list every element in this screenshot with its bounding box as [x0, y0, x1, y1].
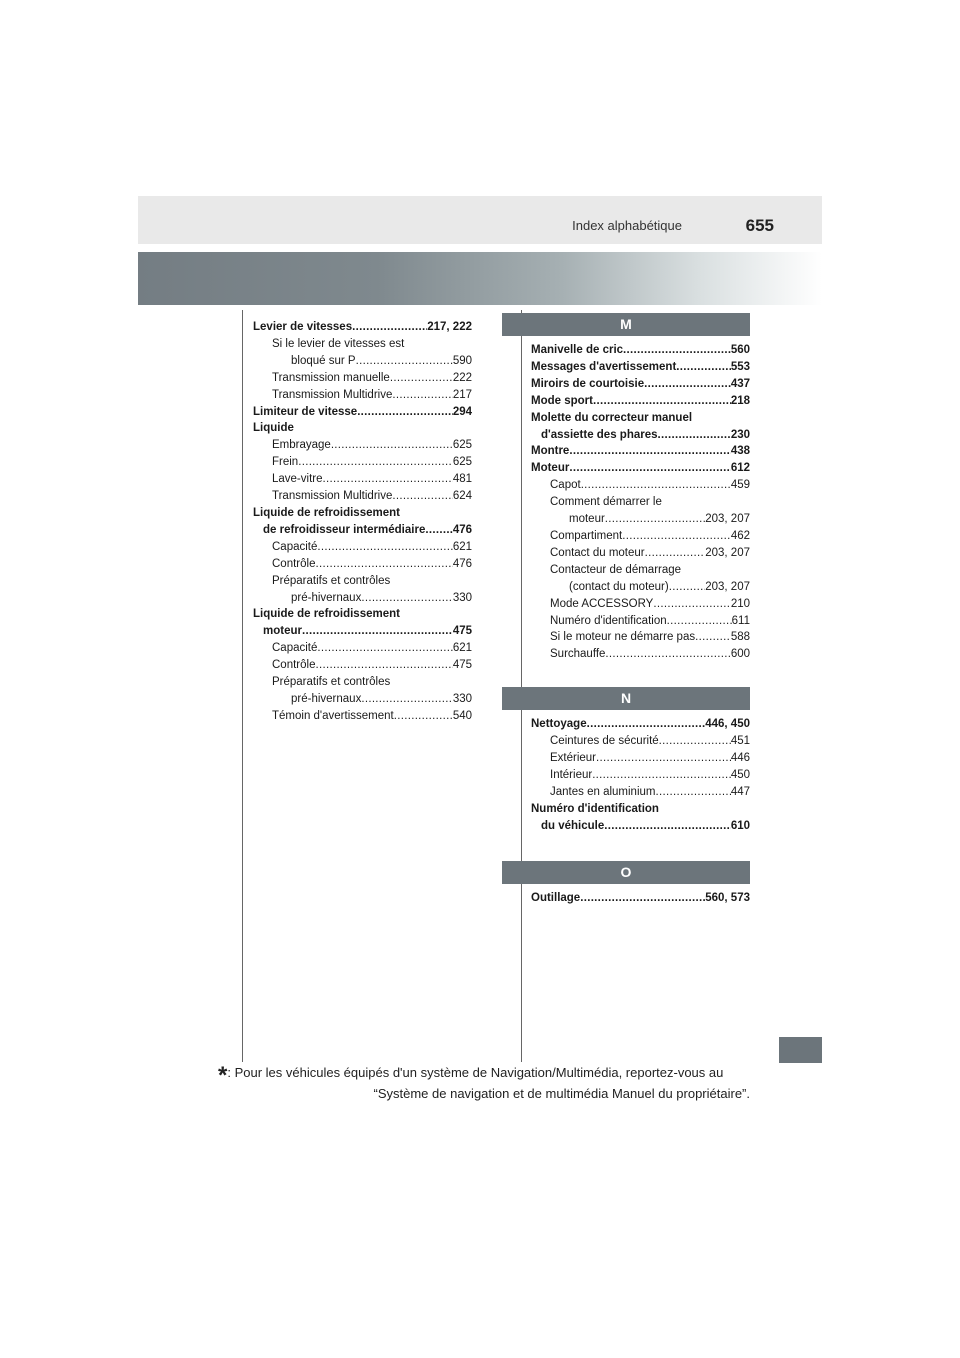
index-term: Outillage	[531, 891, 581, 904]
index-entry	[253, 505, 472, 522]
page-reference: 540	[452, 709, 472, 722]
dot-leader	[323, 471, 453, 488]
index-term: Manivelle de cric	[531, 344, 624, 356]
page-reference: 446, 450	[705, 718, 750, 731]
index-entry	[531, 733, 750, 750]
dot-leader	[331, 437, 453, 454]
index-entry	[531, 359, 750, 376]
index-term: Mode sport	[531, 394, 593, 407]
index-entry	[253, 556, 472, 573]
index-term: Miroirs de courtoisie	[531, 377, 645, 390]
dot-leader	[392, 387, 452, 404]
page-reference: 203, 207	[705, 580, 750, 593]
dot-leader	[644, 376, 731, 393]
page-reference: 625	[452, 439, 472, 452]
index-term: Molette du correcteur manuel	[531, 411, 693, 424]
index-term: Témoin d'avertissement	[272, 709, 394, 722]
page-reference: 621	[452, 642, 472, 655]
index-entry	[531, 801, 750, 818]
index-entry	[253, 539, 472, 556]
dot-leader	[569, 443, 730, 460]
page-number: 655	[745, 216, 774, 235]
dot-leader	[605, 646, 730, 663]
right-index-column	[502, 313, 750, 906]
section-entries	[502, 342, 750, 663]
left-column-divider	[242, 310, 243, 1062]
index-term: Compartiment	[550, 529, 623, 542]
index-term: Extérieur	[550, 752, 597, 765]
index-term: Transmission manuelle	[272, 371, 390, 384]
index-entry	[253, 353, 472, 370]
dot-leader	[623, 342, 731, 359]
page-reference: 217	[452, 388, 472, 401]
page-reference: 553	[730, 360, 750, 373]
footnote	[218, 1064, 750, 1103]
section-entries	[502, 716, 750, 834]
page-reference: 451	[730, 735, 750, 748]
dot-leader	[352, 319, 427, 336]
dot-leader	[390, 370, 453, 387]
page-reference: 459	[730, 479, 750, 492]
dot-leader	[593, 393, 731, 410]
index-entry	[253, 674, 472, 691]
index-entry	[531, 596, 750, 613]
index-term: Si le levier de vitesses est	[272, 337, 405, 350]
index-term: Liquide	[253, 422, 294, 435]
dot-leader	[357, 404, 453, 421]
page-reference: 203, 207	[705, 546, 750, 559]
page-reference: 625	[452, 456, 472, 469]
dot-leader	[592, 767, 731, 784]
dot-leader	[580, 890, 705, 907]
index-entry	[253, 606, 472, 623]
index-entry	[531, 427, 750, 444]
index-entry	[531, 477, 750, 494]
page-reference: 610	[730, 819, 750, 832]
index-term: d'assiette des phares	[541, 428, 658, 441]
dot-leader	[622, 528, 731, 545]
index-term: Messages d'avertissement	[531, 360, 677, 373]
index-entry	[531, 511, 750, 528]
page-reference: 294	[452, 405, 472, 418]
page-reference: 446	[730, 752, 750, 765]
footnote-line-1: : Pour les véhicules équipés d'un système de Navigation/Multimédia, reportez-vous au	[227, 1065, 724, 1080]
dot-leader	[302, 623, 453, 640]
index-term: Préparatifs et contrôles	[272, 676, 391, 689]
page-reference: 481	[452, 473, 472, 486]
index-entry	[253, 573, 472, 590]
index-term: Levier de vitesses	[253, 321, 353, 333]
index-term: Liquide de refroidissement	[253, 506, 400, 519]
dot-leader	[645, 545, 706, 562]
index-entry	[531, 579, 750, 596]
index-entry	[531, 342, 750, 359]
page-reference: 330	[452, 692, 472, 705]
section-header-o: O	[502, 861, 750, 884]
index-entry	[531, 750, 750, 767]
page-reference: 330	[452, 591, 472, 604]
dot-leader	[581, 477, 731, 494]
section-header-n: N	[502, 687, 750, 710]
index-term: Mode ACCESSORY	[550, 597, 654, 610]
chapter-tab	[779, 1037, 822, 1063]
index-term: Contrôle	[272, 659, 316, 672]
dot-leader	[667, 613, 732, 630]
index-term: pré-hivernaux	[291, 591, 362, 604]
dot-leader	[425, 522, 452, 539]
decorative-band	[138, 252, 822, 305]
page-reference: 590	[452, 354, 472, 367]
dot-leader	[317, 539, 452, 556]
page-reference: 438	[730, 445, 750, 458]
dot-leader	[655, 784, 730, 801]
index-term: Moteur	[531, 462, 570, 475]
page-reference: 600	[730, 648, 750, 661]
index-entry	[531, 545, 750, 562]
index-term: Nettoyage	[531, 718, 587, 731]
index-term: Jantes en aluminium	[550, 785, 656, 798]
dot-leader	[394, 708, 453, 725]
page-reference: 210	[730, 597, 750, 610]
dot-leader	[669, 579, 706, 596]
index-term: de refroidisseur intermédiaire	[263, 523, 426, 536]
index-entry	[253, 657, 472, 674]
index-term: moteur	[569, 513, 605, 526]
index-entry	[253, 590, 472, 607]
index-entry	[531, 410, 750, 427]
dot-leader	[658, 427, 731, 444]
index-entry	[531, 376, 750, 393]
index-entry	[253, 387, 472, 404]
index-entry	[531, 767, 750, 784]
index-term: Liquide de refroidissement	[253, 608, 400, 621]
index-entry	[253, 404, 472, 421]
index-term: du véhicule	[541, 819, 605, 832]
page-reference: 476	[452, 557, 472, 570]
index-term: Transmission Multidrive	[272, 388, 393, 401]
index-entry	[253, 471, 472, 488]
dot-leader	[361, 590, 452, 607]
index-term: Comment démarrer le	[550, 496, 662, 509]
index-term: Capacité	[272, 540, 318, 553]
page-reference: 612	[730, 462, 750, 475]
index-entry	[531, 460, 750, 477]
page-reference: 611	[731, 614, 750, 627]
dot-leader	[587, 716, 706, 733]
index-entry	[531, 562, 750, 579]
section-header-m: M	[502, 313, 750, 336]
page-reference: 624	[452, 490, 472, 503]
index-term: Capacité	[272, 642, 318, 655]
index-term: Embrayage	[272, 439, 331, 452]
footnote-line-2: “Système de navigation et de multimédia Manuel du propriétaire”.	[373, 1086, 750, 1101]
index-entry	[531, 443, 750, 460]
index-term: pré-hivernaux	[291, 692, 362, 705]
index-entry	[253, 370, 472, 387]
index-term: Montre	[531, 445, 570, 458]
dot-leader	[392, 488, 452, 505]
index-entry	[253, 623, 472, 640]
index-entry	[531, 646, 750, 663]
index-term: moteur	[263, 625, 302, 638]
index-entry	[531, 494, 750, 511]
index-term: bloqué sur P	[291, 354, 356, 367]
page-reference: 621	[452, 540, 472, 553]
index-entry	[531, 818, 750, 835]
index-term: Limiteur de vitesse	[253, 405, 358, 418]
dot-leader	[653, 596, 730, 613]
index-entry	[253, 488, 472, 505]
page-reference: 230	[730, 428, 750, 441]
page-reference: 462	[730, 529, 750, 542]
index-term: Frein	[272, 456, 299, 469]
index-term: Contrôle	[272, 557, 316, 570]
index-entry	[253, 640, 472, 657]
header-bar	[138, 196, 822, 244]
left-index-column	[253, 319, 472, 725]
index-term: Lave-vitre	[272, 473, 323, 486]
index-term: Numéro d'identification	[550, 614, 667, 627]
index-term: (contact du moteur)	[569, 580, 669, 593]
index-entry	[531, 890, 750, 907]
index-term: Transmission Multidrive	[272, 490, 393, 503]
page-reference: 475	[452, 625, 472, 638]
footnote-star: *	[218, 1062, 228, 1089]
index-entry	[531, 528, 750, 545]
index-entry	[531, 716, 750, 733]
index-entry	[253, 437, 472, 454]
page-reference: 476	[452, 523, 472, 536]
index-entry	[253, 522, 472, 539]
index-entry	[531, 629, 750, 646]
index-entry	[531, 613, 750, 630]
section-title: Index alphabétique	[572, 218, 682, 233]
page-reference: 222	[452, 371, 472, 384]
page-reference: 203, 207	[705, 513, 750, 526]
page-reference: 217, 222	[427, 321, 472, 333]
dot-leader	[361, 691, 452, 708]
dot-leader	[569, 460, 730, 477]
dot-leader	[596, 750, 731, 767]
index-term: Contacteur de démarrage	[550, 563, 682, 576]
dot-leader	[317, 640, 452, 657]
page-reference: 560, 573	[705, 891, 750, 904]
section-entries	[502, 890, 750, 907]
page-reference: 588	[730, 631, 750, 644]
dot-leader	[659, 733, 731, 750]
page-reference: 218	[730, 394, 750, 407]
index-entry	[253, 454, 472, 471]
page-reference: 437	[730, 377, 750, 390]
dot-leader	[356, 353, 453, 370]
page-reference: 450	[730, 768, 750, 781]
index-term: Intérieur	[550, 768, 593, 781]
index-entry	[253, 420, 472, 437]
page-reference: 447	[730, 785, 750, 798]
index-entry	[531, 393, 750, 410]
dot-leader	[315, 657, 452, 674]
page-reference: 560	[730, 344, 750, 356]
page-reference: 475	[452, 659, 472, 672]
dot-leader	[695, 629, 731, 646]
dot-leader	[676, 359, 731, 376]
dot-leader	[604, 818, 731, 835]
index-entry	[253, 691, 472, 708]
index-entry	[253, 708, 472, 725]
dot-leader	[315, 556, 452, 573]
index-term: Capot	[550, 479, 581, 492]
dot-leader	[298, 454, 453, 471]
index-entry	[253, 336, 472, 353]
index-entry	[253, 319, 472, 336]
index-term: Numéro d'identification	[531, 802, 659, 815]
index-term: Si le moteur ne démarre pas	[550, 631, 696, 644]
index-term: Surchauffe	[550, 648, 606, 661]
dot-leader	[605, 511, 705, 528]
index-entry	[531, 784, 750, 801]
index-term: Ceintures de sécurité	[550, 735, 659, 748]
index-term: Préparatifs et contrôles	[272, 574, 391, 587]
index-term: Contact du moteur	[550, 546, 645, 559]
